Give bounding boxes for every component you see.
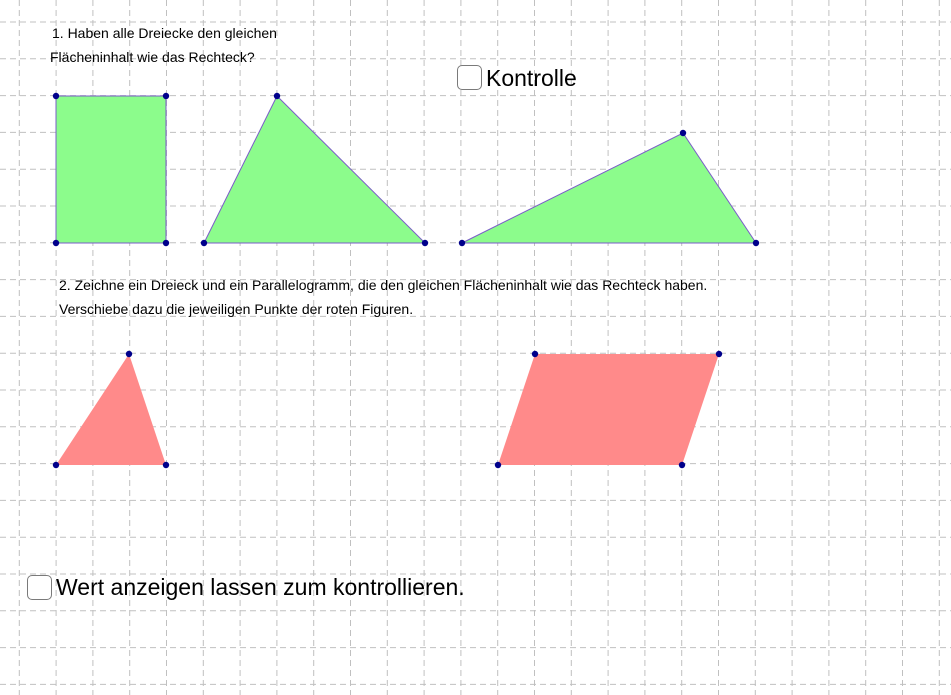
task2-instruction-line2: Verschiebe dazu die jeweiligen Punkte der roten Figuren.	[59, 301, 414, 317]
show-value-label[interactable]: Wert anzeigen lassen zum kontrollieren.	[56, 574, 465, 600]
kontrolle-label[interactable]: Kontrolle	[486, 65, 577, 91]
parallelogram-point-bottom-right[interactable]	[679, 462, 685, 468]
task2-instruction-line1: 2. Zeichne ein Dreieck und ein Parallelogramm, die den gleichen Flächeninhalt wie das Rechteck haben.	[59, 277, 708, 293]
green-triangle-2	[462, 133, 756, 243]
parallelogram-point-bottom-left[interactable]	[495, 462, 501, 468]
red-triangle-point-left[interactable]	[53, 462, 59, 468]
triangle2-point-right	[753, 240, 759, 246]
triangle1-point-top	[274, 93, 280, 99]
kontrolle-checkbox[interactable]	[457, 65, 482, 90]
red-triangle-point-right[interactable]	[163, 462, 169, 468]
rectangle-point-top-right	[163, 93, 169, 99]
triangle2-point-left	[459, 240, 465, 246]
rectangle-point-top-left	[53, 93, 59, 99]
green-rectangle	[56, 96, 166, 243]
triangle1-point-left	[201, 240, 207, 246]
task1-question-line2: Flächeninhalt wie das Rechteck?	[50, 49, 255, 65]
task1-question-line1: 1. Haben alle Dreiecke den gleichen	[52, 25, 277, 41]
red-triangle	[56, 354, 166, 465]
parallelogram-point-top-left[interactable]	[532, 351, 538, 357]
triangle1-point-right	[422, 240, 428, 246]
rectangle-point-bottom-right	[163, 240, 169, 246]
parallelogram-point-top-right[interactable]	[716, 351, 722, 357]
triangle2-point-top	[680, 130, 686, 136]
red-triangle-point-top[interactable]	[126, 351, 132, 357]
rectangle-point-bottom-left	[53, 240, 59, 246]
show-value-checkbox[interactable]	[27, 575, 52, 600]
red-parallelogram	[498, 354, 719, 465]
